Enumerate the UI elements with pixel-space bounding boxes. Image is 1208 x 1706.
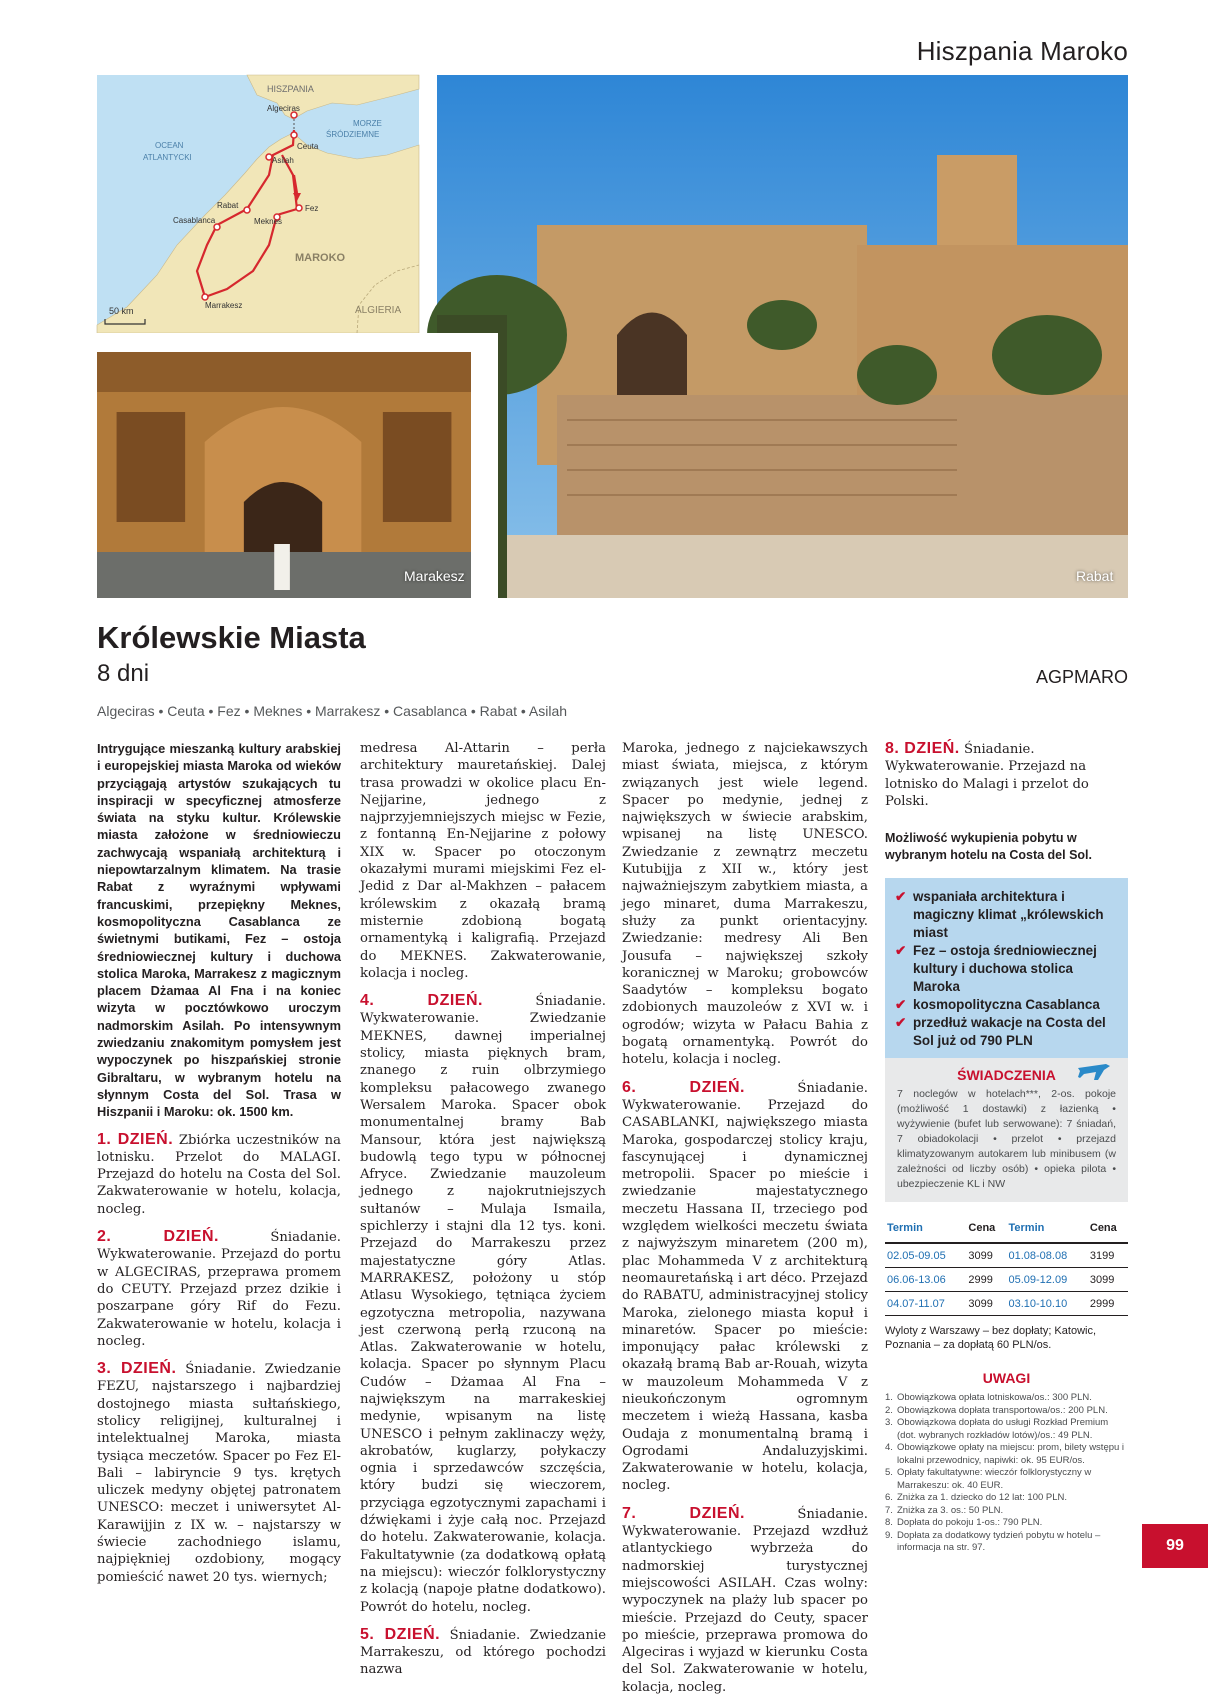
table-header-row <box>885 1218 1128 1243</box>
rabat-caption: Rabat <box>1076 568 1114 584</box>
note-item: 3. Obowiązkowa dopłata do usługi Rozkład Premium (dot. wybranych rozkładów lotów)/os.: 49 PLN. <box>885 1417 1109 1441</box>
day-3-part1: 3. DZIEŃ. Śniadanie. Zwiedzanie FEZU, najstarszego i najbardziej dostojnego miasta sułtańskiego, stolicy religijnej, kulturalnej i intelektualnej Maroka, miasta tysiąca meczetów. Spacer po Fez El-Bali – labiryncie 9 tys. krętych uliczek medyny objętej patronatem UNESCO: meczet i uniwersytet Al-Karawijjin z IX w. – najstarszy w świecie zachodniego islamu, najpiękniej ozdobiony, mogący pomieścić nawet 20 tys. wiernych; <box>97 1360 341 1585</box>
term-cell: 01.08-08.08 <box>1006 1243 1087 1268</box>
tour-title: Królewskie Miasta <box>97 620 366 655</box>
svg-text:ATLANTYCKI: ATLANTYCKI <box>143 153 192 162</box>
note-item: 2. Obowiązkowa dopłata transportowa/os.: 200 PLN. <box>885 1404 1108 1416</box>
term-cell: 05.09-12.09 <box>1006 1268 1087 1292</box>
day-1: 1. DZIEŃ. Zbiórka uczestników na lotnisku. Przelot do MALAGI. Przejazd do hotelu na Costa del Sol. Zakwaterowanie w hotelu, kolacja, nocleg. <box>97 1130 341 1217</box>
svg-text:Meknes: Meknes <box>254 217 283 226</box>
svg-text:Fez: Fez <box>305 204 319 213</box>
svg-text:Algeciras: Algeciras <box>267 104 300 113</box>
tour-duration: 8 dni <box>97 660 150 687</box>
day-6: 6. DZIEŃ. Śniadanie. Wykwaterowanie. Przejazd do CASABLANKI, największego miasta Maroka, gospodarczej stolicy kraju, fascynującej i dynamicznej metropolii. Spacer po mieście i zwiedzanie majestatycznego meczetu Hassana II, trzeciego pod względem wielkości meczetu świata z najwyższym minaretem (200 m), plac Mohammeda V z architekturą neomauretańską i art déco. Przejazd do RABATU, administracyjnej stolicy Maroka, zielonego miasta kopuł i minaretów. Spacer po mieście: imponujący pałac królewski z okazałą bramą Bab ar-Rouah, wizyta w mauzoleum Mohammeda V z nieukończonym ogromnym meczetem i wieżą Hassana, kasba Oudaja z monumentalną bramą i Ogrodami Andaluzyjskimi. Zakwaterowanie w hotelu, kolacja, nocleg. <box>622 1078 868 1494</box>
note-item: 9. Dopłata za dodatkowy tydzień pobytu w hotelu – informacja na str. 97. <box>885 1529 1101 1554</box>
check-icon: ✔ <box>895 997 907 1013</box>
check-icon: ✔ <box>895 1015 907 1031</box>
price-cell: 3099 <box>1088 1268 1128 1292</box>
services-box <box>885 1058 1128 1202</box>
day-7: 7. DZIEŃ. Śniadanie. Wykwaterowanie. Przejazd wzdłuż atlantyckiego wybrzeża do nadmorskiej turystycznej miejscowości ASILAH. Czas wolny: wypoczynek na plaży lub spacer po mieście. Przejazd do Ceuty, spacer po mieście, przeprawa promowa do Algeciras i wyjazd w kierunku Costa del Sol. Zakwaterowanie w hotelu, kolacja, nocleg. <box>622 1504 868 1695</box>
airplane-icon <box>1076 1060 1112 1082</box>
column-2 <box>360 740 606 1689</box>
day-4: 4. DZIEŃ. Śniadanie. Wykwaterowanie. Zwiedzanie MEKNES, dawnej imperialnej stolicy, miasta pięknych bram, znanego z ruin olbrzymiego kompleksu pałacowego zwanego Wersalem Maroka. Spacer obok monumentalnej bramy Bab Mansour, która jest największą budowlą tego typu w północnej Afryce. Zwiedzanie mauzoleum jednego z najokrutniejszych sułtanów – Mulaja Ismaila, spichlerzy i stajni dla 12 tys. koni. Przejazd do Marrakeszu przez majestatyczne góry Atlas. MARRAKESZ, położony u stóp Atlasu Wysokiego, tętniąca życiem egzotyczna metropolia, nazywana jest czerwoną perłą rzuconą na Atlas. Zakwaterowanie w hotelu, kolacja. Spacer po słynnym Placu Cudów – Dżamaa Al Fna – największym na marrakeskiej medynie, wpisanym na listę UNESCO i pełnym zaklinaczy węży, akrobatów, kuglarzy, połykaczy ognia i sprzedawców szczęścia, który budzi się wieczorem, przyciąga egzotycznymi zapachami i dźwiękami i żyje całą noc. Przejazd do hotelu. Zakwaterowanie, kolacja. Fakultatywnie (za dodatkową opłatą na miejscu): wieczór folklorystyczny z kolacją (napoje płatne dodatkowo). Powrót do hotelu, nocleg. <box>360 992 606 1615</box>
intro-text: Intrygujące mieszanką kultury arabskiej i europejskiej miasta Maroka od wieków przyciągają artystów szukających tu inspiracji w specyficznej atmosferze świata na styku kultur. Królewskie miasta założone w średniowieczu zachwycają wspaniałą architekturą i niepowtarzalnym klimatem. Na trasie Rabat z wyraźnymi wpływami francuskimi, przepiękny Meknes, kosmopolityczna Casablanca ze świetnymi butikami, Fez – ostoja średniowiecznej kultury i duchowa stolica Maroka, Marrakesz z magicznym placem Dżamaa Al Fna i na koniec wizyta w pocztówkowo uroczym nadmorskim Asilah. Po intensywnym zwiedzaniu znakomitym pomysłem jest wypoczynek po hiszpańskiej stronie Gibraltaru, w wybranym hotelu na słynnym Costa del Sol. Trasa w Hiszpanii i Maroku: ok. 1500 km. <box>97 741 341 1120</box>
note-item: 7. Zniżka za 3. os.: 50 PLN. <box>885 1504 1004 1516</box>
svg-text:HISZPANIA: HISZPANIA <box>267 84 314 94</box>
highlight-item: ✔ wspaniała architektura i magiczny klimat „królewskich miast <box>895 889 1104 941</box>
table-row <box>885 1243 1128 1268</box>
column-1 <box>97 740 341 1596</box>
dates-table <box>885 1218 1128 1316</box>
svg-text:MAROKO: MAROKO <box>295 252 346 264</box>
svg-text:Ceuta: Ceuta <box>297 142 319 151</box>
svg-text:50 km: 50 km <box>109 306 134 316</box>
note-item: 6. Zniżka za 1. dziecko do 12 lat: 100 PLN. <box>885 1492 1068 1504</box>
route-map <box>97 75 419 333</box>
marrakesh-caption: Marakesz <box>404 568 465 584</box>
svg-text:ALGIERIA: ALGIERIA <box>355 305 402 316</box>
header-price: Cena <box>1088 1218 1128 1243</box>
day-8: 8. DZIEŃ. Śniadanie. Wykwaterowanie. Przejazd na lotnisko do Malagi i przelot do Polski. <box>885 740 1089 809</box>
day-2: 2. DZIEŃ. Śniadanie. Wykwaterowanie. Przejazd do portu w ALGECIRAS, przeprawa promem do CEUTY. Przejazd przez dzikie i poszarpane góry Rif do Fezu. Zakwaterowanie w hotelu, kolacja i nocleg. <box>97 1228 341 1349</box>
price-cell: 3199 <box>1088 1243 1128 1268</box>
table-row <box>885 1268 1128 1292</box>
highlight-item: ✔ kosmopolityczna Casablanca <box>895 997 1100 1013</box>
header-term: Termin <box>885 1218 966 1243</box>
flights-note: Wyloty z Warszawy – bez dopłaty; Katowic, Poznania – za dopłatą 60 PLN/os. <box>885 1325 1097 1352</box>
highlight-item: ✔ przedłuż wakacje na Costa del Sol już od 790 PLN <box>895 1015 1106 1049</box>
note-item: 1. Obowiązkowa opłata lotniskowa/os.: 300 PLN. <box>885 1392 1092 1404</box>
services-text: 7 noclegów w hotelach***, 2-os. pokoje (możliwość 1 dostawki) z łazienką • wyżywienie (bufet lub serwowane): 7 śniadań, 7 obiadokolacji • przelot • przejazd klimatyzowanym autokarem lub minibusem (w zależności od liczby osób) • opieka pilota • ubezpieczenie KL i NW <box>897 1088 1116 1191</box>
day-5-part1: 5. DZIEŃ. Śniadanie. Zwiedzanie Marrakeszu, od którego pochodzi nazwa <box>360 1625 606 1678</box>
day-3-part2: medresa Al-Attarin – perła architektury mauretańskiej. Dalej trasa prowadzi w okolice placu En-Nejjarine, jednego z najprzyjemniejszych miejsc w Fezie, z fontanną En-Nejjarine z połowy XIX w. Spacer po otoczonym okazałymi murami miejskimi Fez el-Jedid z Dar al-Makhzen – pałacem królewskim z okazałą bramą misternie zdobioną bogatą ornamentyką i kaligrafią. Przejazd do MEKNES. Zakwaterowanie, kolacja i nocleg. <box>360 741 606 981</box>
highlights-box <box>885 878 1128 1058</box>
column-4 <box>885 740 1128 1555</box>
notes-heading: UWAGI <box>982 1370 1031 1387</box>
column-3 <box>622 740 868 1706</box>
price-cell: 2999 <box>1088 1292 1128 1316</box>
tour-route: Algeciras • Ceuta • Fez • Meknes • Marrakesz • Casablanca • Rabat • Asilah <box>97 703 568 719</box>
day-5-part2: Maroka, jednego z najciekawszych miast świata, miejsca, z którym związanych jest wiele legend. Spacer po medynie, jednej z największych w świecie arabskim, wpisanej na listę UNESCO. Zwiedzanie z zewnątrz meczetu Kutubijja z XII w., który jest najważniejszym zabytkiem miasta, a jego minaret, duma Marrakeszu, służy za punkt orientacyjny. Zwiedzanie: medresy Ali Ben Jousufa – największej szkoły koranicznej w Maroku; grobowców Saadytów – kompleksu bogato zdobionych mauzoleów z XVI w. i ogrodów; wizyta w Pałacu Bahia z bogatą ornamentyką. Powrót do hotelu, kolacja i nocleg. <box>622 741 868 1068</box>
term-cell: 03.10-10.10 <box>1006 1292 1087 1316</box>
note-item: 4. Obowiązkowe opłaty na miejscu: prom, bilety wstępu i lokalni przewodnicy, napiwki: ok. 95 EUR/os. <box>885 1442 1125 1466</box>
tour-code: AGPMARO <box>1035 667 1128 687</box>
svg-text:Asilah: Asilah <box>272 156 294 165</box>
svg-text:MORZE: MORZE <box>353 119 382 128</box>
svg-text:Rabat: Rabat <box>217 201 239 210</box>
price-cell: 3099 <box>966 1243 1006 1268</box>
header-price: Cena <box>966 1218 1006 1243</box>
price-cell: 2999 <box>966 1268 1006 1292</box>
map-graphic <box>97 75 419 333</box>
table-row <box>885 1292 1128 1316</box>
services-heading: ŚWIADCZENIA <box>957 1067 1056 1084</box>
price-cell: 3099 <box>966 1292 1006 1316</box>
svg-text:Marrakesz: Marrakesz <box>205 301 243 310</box>
rabat-photo <box>437 75 1128 598</box>
note-item: 8. Dopłata do pokoju 1-os.: 790 PLN. <box>885 1517 1043 1529</box>
marrakesh-photo <box>97 352 479 598</box>
svg-text:Casablanca: Casablanca <box>173 216 216 225</box>
highlight-item: ✔ Fez – ostoja średniowiecznej kultury i duchowa stolica Maroka <box>895 943 1097 995</box>
term-cell: 04.07-11.07 <box>885 1292 966 1316</box>
term-cell: 06.06-13.06 <box>885 1268 966 1292</box>
header-term: Termin <box>1006 1218 1087 1243</box>
check-icon: ✔ <box>895 943 907 959</box>
page-number: 99 <box>1142 1524 1208 1568</box>
note-item: 5. Opłaty fakultatywne: wieczór folklorystyczny w Marrakeszu: ok. 40 EUR. <box>885 1467 1092 1491</box>
svg-text:ŚRÓDZIEMNE: ŚRÓDZIEMNE <box>326 130 380 139</box>
notes-section <box>885 1370 1128 1555</box>
section-title: Hiszpania Maroko <box>916 36 1128 66</box>
option-text: Możliwość wykupienia pobytu w wybranym hotelu na Costa del Sol. <box>885 831 1092 863</box>
svg-text:OCEAN: OCEAN <box>155 141 184 150</box>
check-icon: ✔ <box>895 889 907 905</box>
term-cell: 02.05-09.05 <box>885 1243 966 1268</box>
